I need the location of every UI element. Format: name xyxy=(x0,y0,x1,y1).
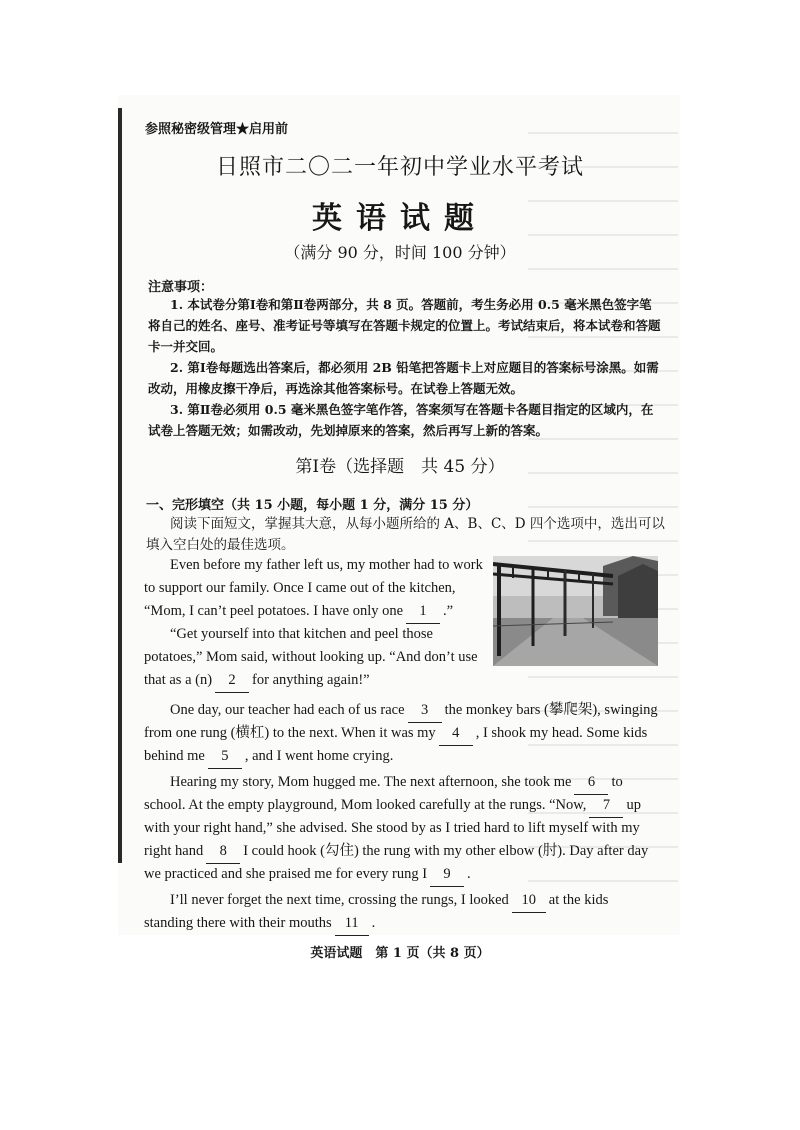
passage-line: Even before my father left us, my mother had to work xyxy=(170,557,483,573)
blank-11: 11 xyxy=(335,912,369,936)
note-item-3: 3. 第Ⅱ卷必须用 0.5 毫米黑色签字笔作答，答案须写在答题卡各题目指定的区域内，在试卷上答题无效；如需改动，先划掉原来的答案，然后再写上新的答案。 xyxy=(148,402,654,438)
blank-1: 1 xyxy=(406,600,440,624)
secret-label: 参照秘密级管理★启用前 xyxy=(145,122,289,137)
blank-7: 7 xyxy=(589,794,623,818)
passage-line: to support our family. Once I came out of the kitchen, xyxy=(144,580,456,596)
blank-3: 3 xyxy=(408,699,442,723)
passage-line: I’ll never forget the next time, crossing the rungs, I looked 10 at the kids xyxy=(170,889,608,913)
passage-line: right hand 8 I could hook (勾住) the rung with my other elbow (肘). Day after day xyxy=(144,840,648,864)
blank-8: 8 xyxy=(206,840,240,864)
passage-line: standing there with their mouths 11 . xyxy=(144,912,375,936)
passage-line: One day, our teacher had each of us race 3 the monkey bars (攀爬架), swinging xyxy=(170,699,658,723)
note-item-2: 2. 第Ⅰ卷每题选出答案后，都必须用 2B 铅笔把答题卡上对应题目的答案标号涂黑。如需改动，用橡皮擦干净后，再选涂其他答案标号。在试卷上答题无效。 xyxy=(148,360,659,396)
passage-line: behind me 5 , and I went home crying. xyxy=(144,745,393,769)
passage-line: school. At the empty playground, Mom looked carefully at the rungs. “Now, 7 up xyxy=(144,794,641,818)
score-info: （满分 90 分，时间 100 分钟） xyxy=(284,243,516,262)
passage-line: that as a (n) 2 for anything again!” xyxy=(144,669,370,693)
blank-6: 6 xyxy=(574,771,608,795)
passage-line: Hearing my story, Mom hugged me. The next afternoon, she took me 6 to xyxy=(170,771,623,795)
monkey-bars-photo xyxy=(493,556,658,666)
passage-line: “Mom, I can’t peel potatoes. I have only one 1 .” xyxy=(144,600,453,624)
section-instruction: 阅读下面短文，掌握其大意，从每小题所给的 A、B、C、D 四个选项中，选出可以填入空白处的最佳选项。 xyxy=(146,516,665,553)
passage-line: from one rung (横杠) to the next. When it was my 4 , I shook my head. Some kids xyxy=(144,722,647,746)
exam-title: 日照市二〇二一年初中学业水平考试 xyxy=(215,155,584,180)
blank-4: 4 xyxy=(439,722,473,746)
subject-title: 英语试题 xyxy=(312,201,488,236)
note-item-1: 1. 本试卷分第Ⅰ卷和第Ⅱ卷两部分，共 8 页。答题前，考生务必用 0.5 毫米黑色签字笔将自己的姓名、座号、准考证号等填写在答题卡规定的位置上。考试结束后，将本试卷和答题卡一并交回。 xyxy=(148,297,661,354)
passage-line: with your right hand,” she advised. She stood by as I tried hard to lift myself with my xyxy=(144,820,640,836)
blank-2: 2 xyxy=(215,669,249,693)
page-footer: 英语试题 第 1 页（共 8 页） xyxy=(310,946,490,961)
notes-heading: 注意事项： xyxy=(148,280,214,295)
passage-line: potatoes,” Mom said, without looking up. “And don’t use xyxy=(144,649,478,665)
section-title: 一、完形填空（共 15 小题，每小题 1 分，满分 15 分） xyxy=(146,498,479,513)
blank-9: 9 xyxy=(430,863,464,887)
passage-line: we practiced and she praised me for every rung I 9 . xyxy=(144,863,471,887)
blank-10: 10 xyxy=(512,889,546,913)
part-title: 第Ⅰ卷（选择题 共 45 分） xyxy=(295,457,505,477)
passage-line: “Get yourself into that kitchen and peel those xyxy=(170,626,433,642)
blank-5: 5 xyxy=(208,745,242,769)
